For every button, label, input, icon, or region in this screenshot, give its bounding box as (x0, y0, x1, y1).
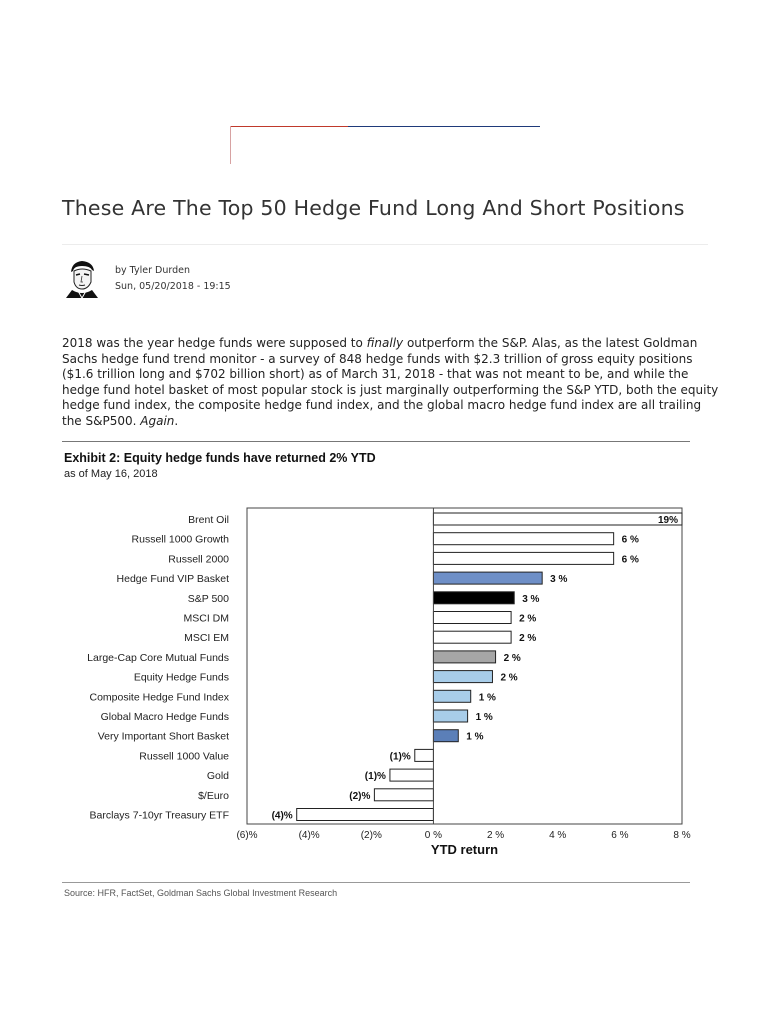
data-label: (1)% (364, 771, 386, 783)
category-label: MSCI DM (183, 612, 229, 625)
data-label: 2 % (503, 652, 521, 664)
bar (374, 789, 433, 801)
banner-navy-line (348, 126, 540, 127)
bar (433, 572, 542, 584)
data-label: 3 % (550, 574, 568, 586)
exhibit-source: Source: HFR, FactSet, Goldman Sachs Global Investment Research (64, 888, 338, 898)
data-label: 6 % (621, 534, 639, 546)
exhibit-figure (62, 440, 692, 910)
category-label: Global Macro Hedge Funds (100, 711, 229, 723)
x-tick-label: (6)% (236, 830, 258, 841)
header-banner (230, 126, 540, 166)
category-label: Very Important Short Basket (97, 730, 229, 743)
x-tick-label: 2 % (486, 830, 505, 841)
bar (433, 513, 682, 525)
category-labels (87, 514, 230, 822)
data-label: 1 % (475, 712, 493, 723)
exhibit-title: Exhibit 2: Equity hedge funds have returned 2% YTD (64, 451, 376, 465)
bar (433, 651, 495, 663)
banner-vertical-line (230, 126, 231, 164)
data-label: 6 % (621, 554, 639, 566)
data-label: 1 % (478, 692, 496, 704)
exhibit-top-rule (62, 441, 690, 442)
bar (433, 533, 613, 545)
bar (433, 612, 511, 624)
bar (433, 671, 492, 683)
data-label: (4)% (271, 810, 293, 822)
banner-red-line (230, 126, 348, 127)
category-label: Composite Hedge Fund Index (89, 691, 229, 704)
author-name[interactable]: by Tyler Durden (115, 265, 190, 276)
bar (433, 710, 467, 722)
bar (390, 769, 434, 781)
category-label: Hedge Fund VIP Basket (116, 573, 229, 586)
category-label: Russell 1000 Value (139, 750, 229, 763)
data-label: 19% (657, 515, 678, 526)
body-text-1: 2018 was the year hedge funds were supposed to (62, 336, 367, 350)
data-label: 2 % (519, 613, 537, 625)
bar (433, 552, 613, 564)
category-label: S&P 500 (187, 592, 229, 605)
body-text-2: outperform the S&P. Alas, as the latest Goldman Sachs hedge fund trend monitor - a survey of 848 hedge funds with $2.3 trillion of gross equity positions ($1.6 trillion long and $702 billion short) as of March 31, 2018 - that was not meant to be, and while the hedge fund hotel basket of most popular stock is just marginally outperforming the S&P YTD, both the equity hedge fund index, the composite hedge fund index, and the global macro hedge fund index are all trailing the S&P500. (62, 336, 719, 428)
bar (415, 749, 434, 761)
author-avatar[interactable] (62, 258, 102, 298)
data-label: 3 % (522, 593, 540, 605)
category-label: MSCI EM (184, 632, 229, 645)
x-tick-label: 8 % (673, 830, 691, 841)
body-emphasis-2: Again (140, 413, 175, 428)
x-tick-label: 0 % (424, 830, 443, 841)
body-text-3: . (174, 413, 179, 428)
category-label: Russell 1000 Growth (131, 533, 229, 546)
data-label: (2)% (349, 790, 371, 802)
x-tick-label: 6 % (611, 830, 629, 841)
category-label: Large-Cap Core Mutual Funds (87, 651, 229, 664)
data-label: (1)% (389, 751, 411, 763)
exhibit-subtitle: as of May 16, 2018 (64, 468, 158, 480)
bar (433, 730, 458, 742)
bar (297, 809, 434, 821)
category-label: Brent Oil (188, 514, 229, 526)
category-label: Equity Hedge Funds (133, 671, 229, 684)
avatar-portrait-icon (62, 258, 102, 298)
article-title: These Are The Top 50 Hedge Fund Long And Short Positions (62, 196, 685, 220)
x-tick-label: 4 % (549, 830, 567, 841)
bar (433, 690, 470, 702)
category-label: Russell 2000 (168, 553, 229, 566)
byline (115, 263, 231, 295)
body-emphasis-1: finally (366, 336, 404, 350)
x-axis-title: YTD return (430, 842, 499, 857)
exhibit-bottom-rule (62, 882, 690, 883)
bar (433, 631, 511, 643)
x-tick-label: (2)% (360, 830, 382, 841)
x-tick-label: (4)% (298, 830, 320, 841)
bar (433, 592, 514, 604)
category-label: $/Euro (198, 789, 229, 802)
data-label: 1 % (466, 731, 484, 743)
category-label: Gold (206, 770, 229, 783)
data-label: 2 % (519, 633, 537, 645)
article-body (62, 336, 722, 429)
title-divider (62, 244, 708, 245)
x-tick-labels (236, 830, 690, 841)
bar-chart (62, 496, 692, 866)
post-date: Sun, 05/20/2018 - 19:15 (115, 281, 231, 292)
data-label: 2 % (500, 672, 518, 684)
category-label: Barclays 7-10yr Treasury ETF (89, 809, 229, 822)
